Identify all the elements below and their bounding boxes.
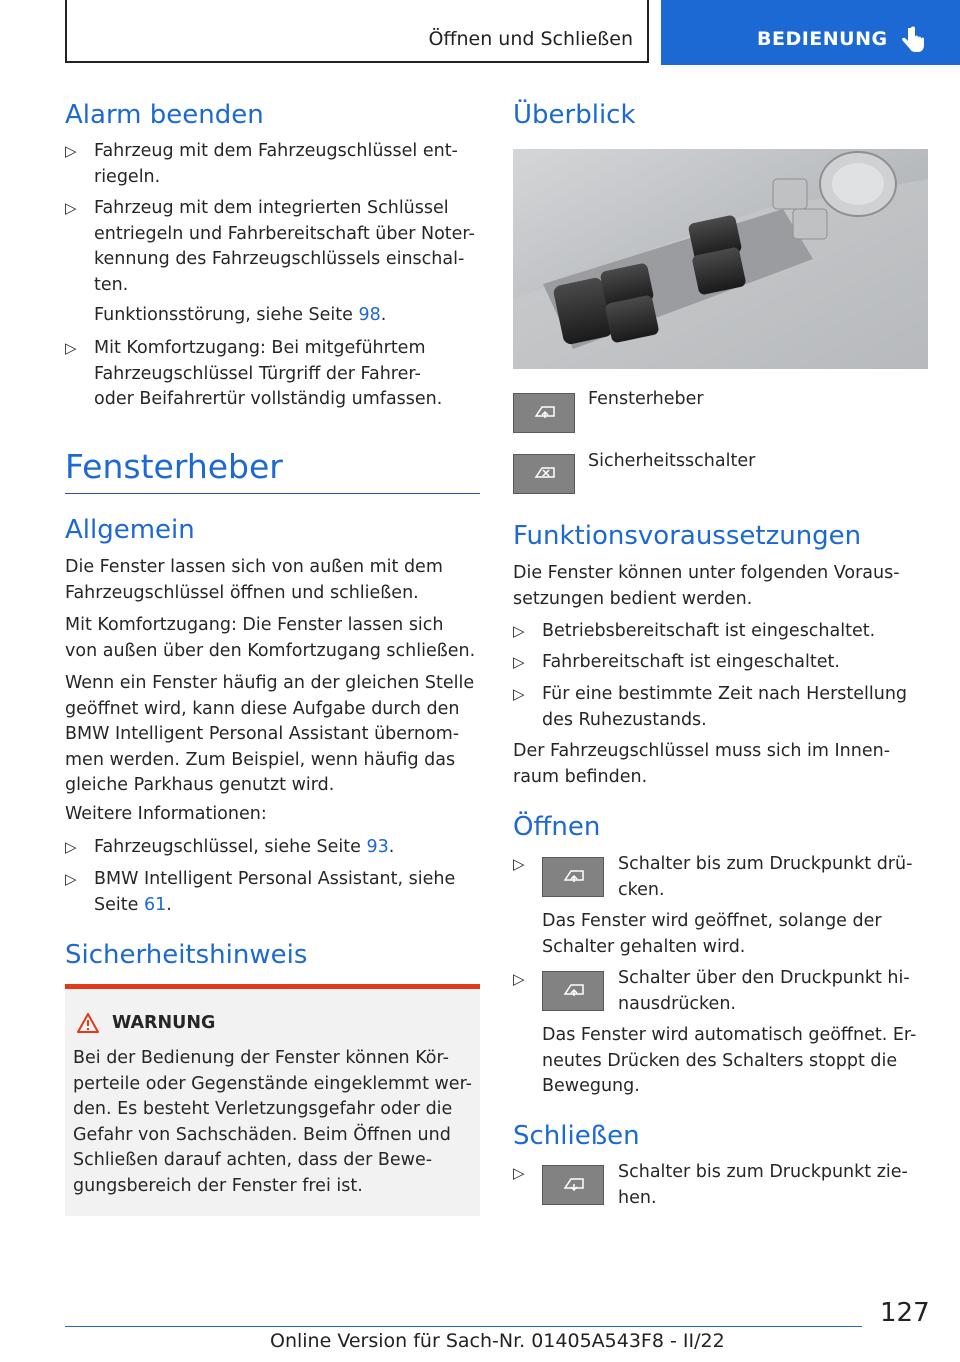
requirement-item: Betriebsbereitschaft ist eingeschaltet. bbox=[542, 621, 876, 641]
overview-heading: Überblick bbox=[513, 100, 636, 130]
alarm-item-2: Fahrzeug mit dem integrierten Schlüssel entriegeln und Fahrbereitschaft über Noter- kennung des Fahrzeugschlüssels einschal- ten. bbox=[94, 198, 475, 295]
allgemein-p3: Wenn ein Fenster häufig an der gleichen Stelle geöffnet wird, kann diese Aufgabe durch den BMW Intelligent Personal Assistant übernom- men werden. Zum Beispiel, wenn häufig das gleiche Parkhaus genutzt wird. bbox=[65, 673, 475, 795]
alarm-item-1: Fahrzeug mit dem Fahrzeugschlüssel ent- riegeln. bbox=[94, 141, 458, 187]
malfunction-ref: Funktionsstörung, siehe Seite 98. bbox=[94, 305, 387, 325]
safety-switch-icon bbox=[513, 454, 575, 494]
bullet-marker: ▷ bbox=[513, 622, 525, 640]
hand-pointer-icon bbox=[899, 26, 925, 54]
warning-box bbox=[65, 989, 480, 1216]
close-step-1: Schalter bis zum Druckpunkt zie- hen. bbox=[618, 1162, 908, 1208]
section-tab-label: BEDIENUNG bbox=[757, 28, 888, 50]
bullet-marker: ▷ bbox=[65, 838, 77, 856]
close-heading: Schließen bbox=[513, 1121, 640, 1151]
page-link[interactable]: 98 bbox=[358, 305, 381, 325]
requirements-heading: Funktionsvoraussetzungen bbox=[513, 521, 862, 551]
bullet-marker: ▷ bbox=[65, 339, 77, 357]
window-switch-icon bbox=[542, 857, 604, 897]
legend-label-window: Fensterheber bbox=[588, 389, 704, 409]
window-switch-icon bbox=[542, 1165, 604, 1205]
footer-rule bbox=[65, 1326, 862, 1327]
requirements-outro: Der Fahrzeugschlüssel muss sich im Innen- raum befinden. bbox=[513, 741, 891, 787]
warning-label: WARNUNG bbox=[112, 1013, 216, 1033]
open-step-1: Schalter bis zum Druckpunkt drü- cken. bbox=[618, 854, 913, 900]
bullet-marker: ▷ bbox=[65, 870, 77, 888]
allgemein-heading: Allgemein bbox=[65, 515, 195, 545]
bullet-marker: ▷ bbox=[65, 199, 77, 217]
page-link[interactable]: 61 bbox=[143, 894, 167, 915]
window-switch-icon bbox=[513, 393, 575, 433]
open-step-2-result: Das Fenster wird automatisch geöffnet. Er- neutes Drücken des Schalters stoppt die Bewegung. bbox=[542, 1025, 917, 1096]
alarm-heading: Alarm beenden bbox=[65, 100, 264, 130]
warning-text: Bei der Bedienung der Fenster können Kör- perteile oder Gegenstände eingeklemmt wer- den. Es besteht Verletzungsgefahr oder die Gefahr von Sachschäden. Beim Öffnen und Schließen darauf achten, dass der Bewe- gungsbereich der Fenster frei ist. bbox=[73, 1048, 472, 1196]
open-step-1-result: Das Fenster wird geöffnet, solange der Schalter gehalten wird. bbox=[542, 911, 882, 957]
door-switch-panel-photo bbox=[513, 149, 928, 369]
bullet-marker: ▷ bbox=[513, 970, 525, 988]
legend-label-safety: Sicherheitsschalter bbox=[588, 451, 756, 471]
allgemein-p1: Die Fenster lassen sich von außen mit dem Fahrzeugschlüssel öffnen und schließen. bbox=[65, 557, 443, 603]
header-chapter-box bbox=[65, 0, 649, 63]
ref-personal-assistant: BMW Intelligent Personal Assistant, siehe Seite 61. bbox=[94, 869, 456, 915]
window-switch-icon bbox=[542, 971, 604, 1011]
allgemein-p4: Weitere Informationen: bbox=[65, 804, 267, 824]
open-heading: Öffnen bbox=[513, 812, 601, 842]
bullet-marker: ▷ bbox=[513, 855, 525, 873]
page-number: 127 bbox=[880, 1298, 930, 1328]
open-step-2: Schalter über den Druckpunkt hi- nausdrücken. bbox=[618, 968, 910, 1014]
fensterheber-heading: Fensterheber bbox=[65, 447, 283, 486]
warning-triangle-icon bbox=[77, 1013, 99, 1033]
bullet-marker: ▷ bbox=[513, 685, 525, 703]
bullet-marker: ▷ bbox=[65, 142, 77, 160]
ref-fahrzeugschluessel: Fahrzeugschlüssel, siehe Seite 93. bbox=[94, 837, 395, 857]
alarm-item-3: Mit Komfortzugang: Bei mitgeführtem Fahrzeugschlüssel Türgriff der Fahrer- oder Beifahrertür vollständig umfassen. bbox=[94, 338, 443, 409]
bullet-marker: ▷ bbox=[513, 1164, 525, 1182]
header-section-tab bbox=[661, 0, 960, 65]
bullet-marker: ▷ bbox=[513, 653, 525, 671]
allgemein-p2: Mit Komfortzugang: Die Fenster lassen sich von außen über den Komfortzugang schließen. bbox=[65, 615, 476, 661]
page-link[interactable]: 93 bbox=[366, 837, 389, 857]
requirement-item: Für eine bestimmte Zeit nach Herstellung des Ruhezustands. bbox=[542, 684, 908, 730]
requirements-intro: Die Fenster können unter folgenden Voraus- setzungen bedient werden. bbox=[513, 563, 900, 609]
footer-version-text: Online Version für Sach-Nr. 01405A543F8 - II/22 bbox=[270, 1330, 725, 1352]
requirement-item: Fahrbereitschaft ist eingeschaltet. bbox=[542, 652, 840, 672]
section-rule bbox=[65, 493, 480, 494]
safety-heading: Sicherheitshinweis bbox=[65, 940, 308, 970]
chapter-title: Öffnen und Schließen bbox=[428, 28, 633, 50]
